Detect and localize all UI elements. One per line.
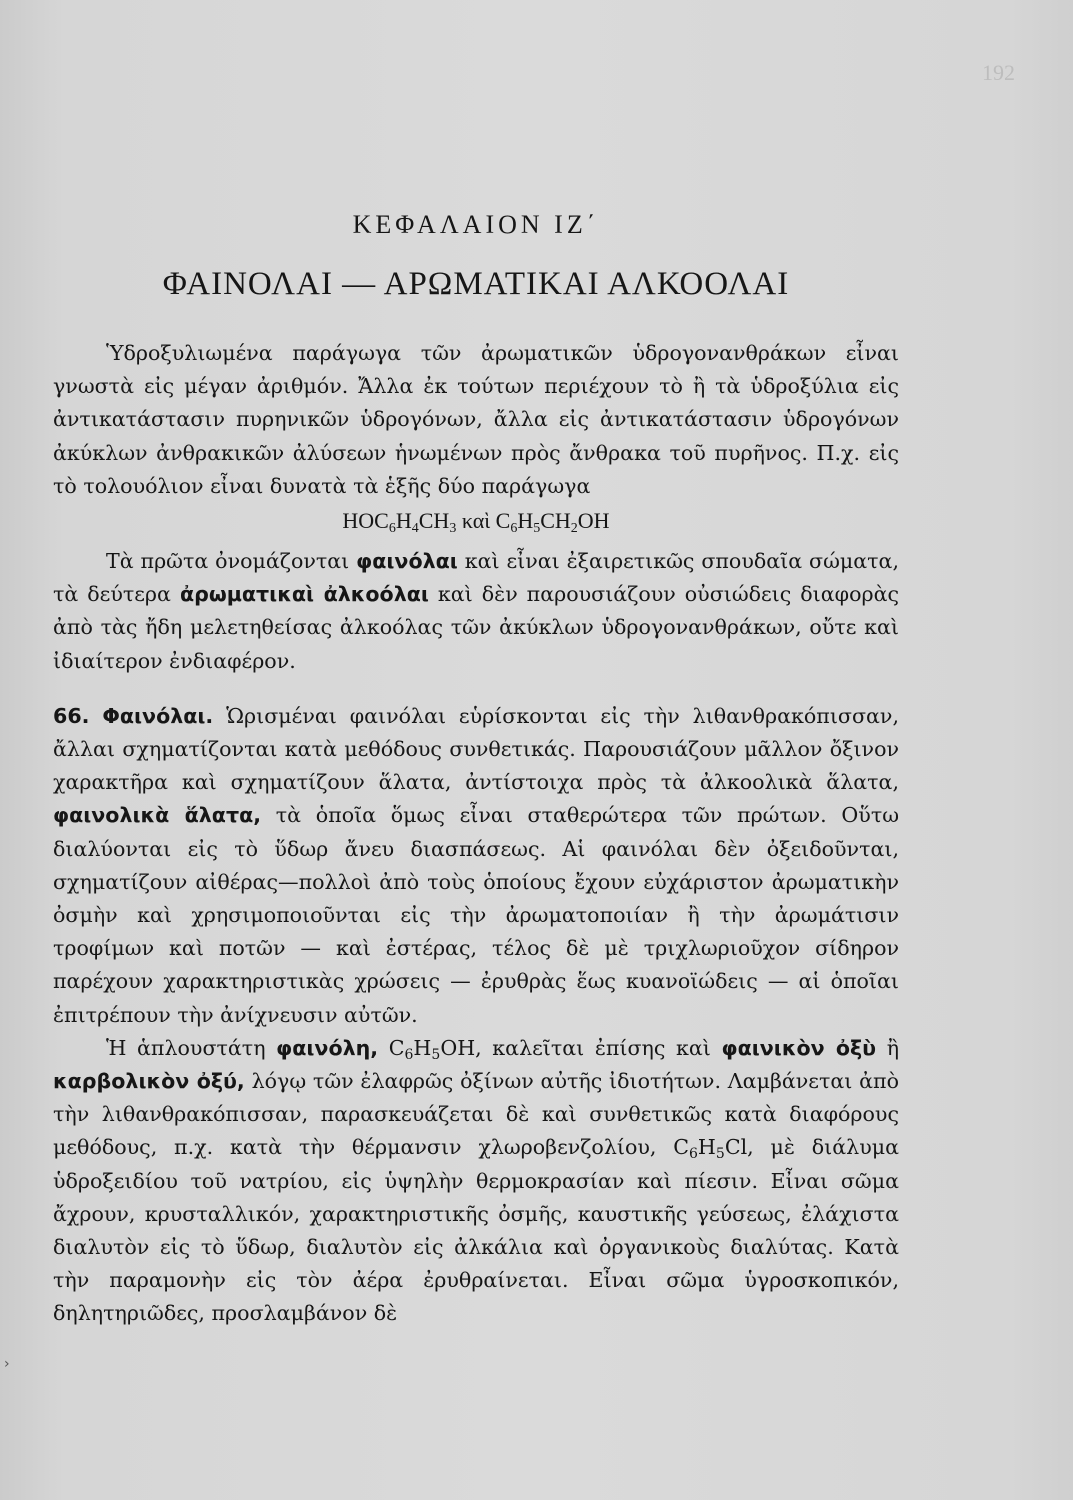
bold-term-phenic-acid: φαινικὸν ὀξὺ [721,1035,877,1060]
formula-part: CH [540,508,571,534]
text-run: λόγῳ τῶν ἐλαφρῶς ὀξίνων αὐτῆς ἰδιοτήτων. Λαμβάνεται ἀπὸ τὴν λιθανθρακόπισσαν, παρασκευάζεται δὲ καὶ συνθετικῶς κατὰ διαφόρους μεθόδους, π.χ. κατὰ τὴν θέρμανσιν χλωροβενζολίου, [53,1069,899,1160]
intro-paragraph: Ὑδροξυλιωμένα παράγωγα τῶν ἀρωματικῶν ὑδρογονανθράκων εἶναι γνωστὰ εἰς μέγαν ἀριθμόν. Ἄλλα ἐκ τούτων περιέχουν τὸ ἢ τὰ ὑδροξύλια εἰς ἀντικατάστασιν πυρηνικῶν ὑδρογόνων, ἄλλα εἰς ἀντικατάστασιν ὑδρογόνων ἀκύκλων ἀνθρακικῶν ἀλύσεων ἡνωμένων πρὸς ἄνθρακα τοῦ πυρῆνος. Π.χ. εἰς τὸ τολουόλιον εἶναι δυνατὰ τὰ ἑξῆς δύο παράγωγα [53,341,899,498]
margin-mark: › [4,1356,10,1372]
formula-part: H [697,1135,716,1160]
text-run: καὶ εἶναι ἐξαιρετικῶς σπουδαῖα σώματα, τὰ δεύτερα [53,549,900,607]
section-number: 66. [53,703,90,728]
formula-part: C [388,1035,405,1060]
formula-part: C [673,1135,689,1160]
text-column [53,196,899,1331]
formula-subscript: 6 [404,1046,414,1063]
section-title: Φαινόλαι. [102,703,214,728]
bold-term-phenols: φαινόλαι [356,549,458,574]
text-run: Ἡ ἁπλουστάτη [106,1035,266,1060]
formula-subscript: 5 [715,1146,725,1163]
text-run: τὰ ὁποῖα ὅμως εἶναι σταθερώτερα τῶν πρώτων. Οὕτω διαλύονται εἰς τὸ ὕδωρ ἄνευ διασπάσεως. Αἱ φαινόλαι δὲν ὀξειδοῦνται, σχηματίζουν αἰθέρας—πολλοὶ ἀπὸ τοὺς ὁποίους ἔχουν εὐχάριστον ἀρωματικὴν ὀσμὴν καὶ χρησιμοποιοῦνται εἰς τὴν ἀρωματοποιίαν ἢ τὴν ἀρωμάτισιν τροφίμων καὶ ποτῶν — καὶ ἐστέρας, τέλος δὲ μὲ τριχλωριοῦχον σίδηρον παρέχουν χαρακτηριστικὰς χρώσεις — ἐρυθρὰς ἕως κυανοϊώδεις — αἱ ὁποῖαι ἐπιτρέπουν τὴν ἀνίχνευσιν αὐτῶν. [53,803,900,1027]
formula-subscript: 6 [689,1146,698,1163]
formula-part: C [495,508,511,534]
formula-part: H [517,508,534,534]
formula-line [53,503,899,539]
phenol-paragraph [53,1032,899,1331]
formula-subscript: 6 [510,521,518,537]
formula-part: OH [577,508,610,534]
formula-subscript: 2 [570,521,578,537]
chapter-title: ΦΑΙΝΟΛΑΙ — ΑΡΩΜΑΤΙΚΑΙ ΑΛΚΟΟΛΑΙ [162,266,790,302]
text-run: μὲ διάλυμα ὑδροξειδίου τοῦ νατρίου, εἰς ὑψηλὴν θερμοκρασίαν καὶ πίεσιν. Εἶναι σῶμα ἄχρουν, κρυσταλλικόν, χαρακτηριστικῆς ὀσμῆς, καυστικῆς γεύσεως, ἐλάχιστα διαλυτὸν εἰς τὸ ὕδωρ, διαλυτὸν εἰς ἀλκάλια καὶ ὀργανικοὺς διαλύτας. Κατὰ τὴν παραμονὴν εἰς τὸν ἀέρα ἐρυθραίνεται. Εἶναι σῶμα ὑγροσκοπικόν, δηλητηριῶδες, προσλαμβάνον δὲ [53,1135,899,1326]
bold-term-phenolic-salts: φαινολικὰ ἅλατα, [53,803,262,828]
bold-term-phenol: φαινόλη, [276,1035,379,1060]
formula-subscript: 6 [388,521,396,537]
chapter-label: ΚΕΦΑΛΑΙΟΝ ΙΖ΄ [352,210,600,239]
formula-part: Cl, [724,1135,754,1160]
formula-part: CH [418,508,450,534]
ghost-page-number: 192 [982,60,1015,85]
bold-term-carbolic-acid: καρβολικὸν ὀξύ, [53,1069,245,1094]
text-run: καὶ δὲν παρουσιάζουν οὐσιώδεις διαφορὰς ἀπὸ τὰς ἤδη μελετηθείσας ἀλκοόλας τῶν ἀκύκλων ὑδρογονανθράκων, οὔτε καὶ ἰδιαίτερον ἐνδιαφέρον. [53,582,900,673]
formula-subscript: 4 [411,521,419,537]
text-run: OH, καλεῖται ἐπίσης καὶ [440,1035,711,1060]
formula-subscript: 5 [533,521,541,537]
formula-subscript: 5 [431,1046,441,1063]
intro-paragraph-2 [53,545,899,678]
text-run: Τὰ πρῶτα ὀνομάζονται [106,549,350,574]
formula-conjunction: καὶ [461,508,491,534]
bold-term-aromatic-alcohols: ἀρωματικαὶ ἀλκοόλαι [179,582,429,607]
text-run: Ὡρισμέναι φαινόλαι εὑρίσκονται εἰς τὴν λιθανθρακόπισσαν, ἄλλαι σχηματίζονται κατὰ μεθόδους συνθετικάς. Παρουσιάζουν μᾶλλον ὄξινον χαρακτῆρα καὶ σχηματίζουν ἅλατα, ἀντίστοιχα πρὸς τὰ ἀλκοολικὰ ἅλατα, [53,703,899,795]
formula-part: H [413,1035,432,1060]
formula-subscript: 3 [449,521,457,537]
formula-part: H [395,508,412,534]
formula-part: HOC [342,508,389,534]
section-66-paragraph [53,700,899,1032]
text-run: ἢ [886,1035,900,1060]
